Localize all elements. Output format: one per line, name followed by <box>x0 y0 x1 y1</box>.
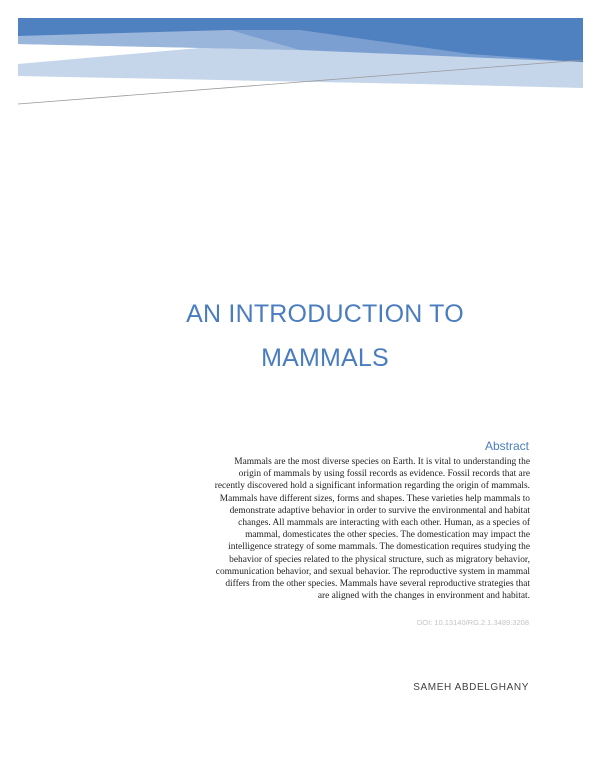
abstract-line: origin of mammals by using fossil records as evidence. Fossil records that are <box>238 469 530 480</box>
title-line-1: AN INTRODUCTION TO <box>186 300 464 328</box>
abstract-heading: Abstract <box>484 439 529 453</box>
abstract-line: Mammals have different sizes, forms and shapes. These varieties help mammals to <box>219 493 530 504</box>
abstract-line: recently discovered hold a significant information regarding the origin of mammals. <box>214 481 530 492</box>
abstract-line: behavior of species related to the physical structure, such as migratory behavior, <box>229 554 530 565</box>
document-title <box>120 292 530 380</box>
doi-text: DOI: 10.13140/RG.2.1.3489.3208 <box>416 618 529 627</box>
abstract-line: communication behavior, and sexual behavior. The reproductive system in mammal <box>215 566 530 577</box>
abstract-line: demonstrate adaptive behavior in order to survive the environmental and habitat <box>229 505 530 516</box>
abstract-line: Mammals are the most diverse species on Earth. It is vital to understanding the <box>234 457 530 467</box>
abstract-line: differs from the other species. Mammals have several reproductive strategies that <box>225 579 530 590</box>
abstract-line: mammal, domesticates the other species. The domestication may impact the <box>245 530 530 541</box>
author-name: SAMEH ABDELGHANY <box>413 682 529 693</box>
title-line-2: MAMMALS <box>261 344 389 372</box>
abstract-body <box>150 456 530 602</box>
abstract-line: intelligence strategy of some mammals. The domestication requires studying the <box>228 542 530 553</box>
abstract-line: are aligned with the changes in environment and habitat. <box>317 591 530 602</box>
header-banner-graphic <box>0 0 600 120</box>
abstract-line: changes. All mammals are interacting with each other. Human, as a species of <box>238 518 530 529</box>
